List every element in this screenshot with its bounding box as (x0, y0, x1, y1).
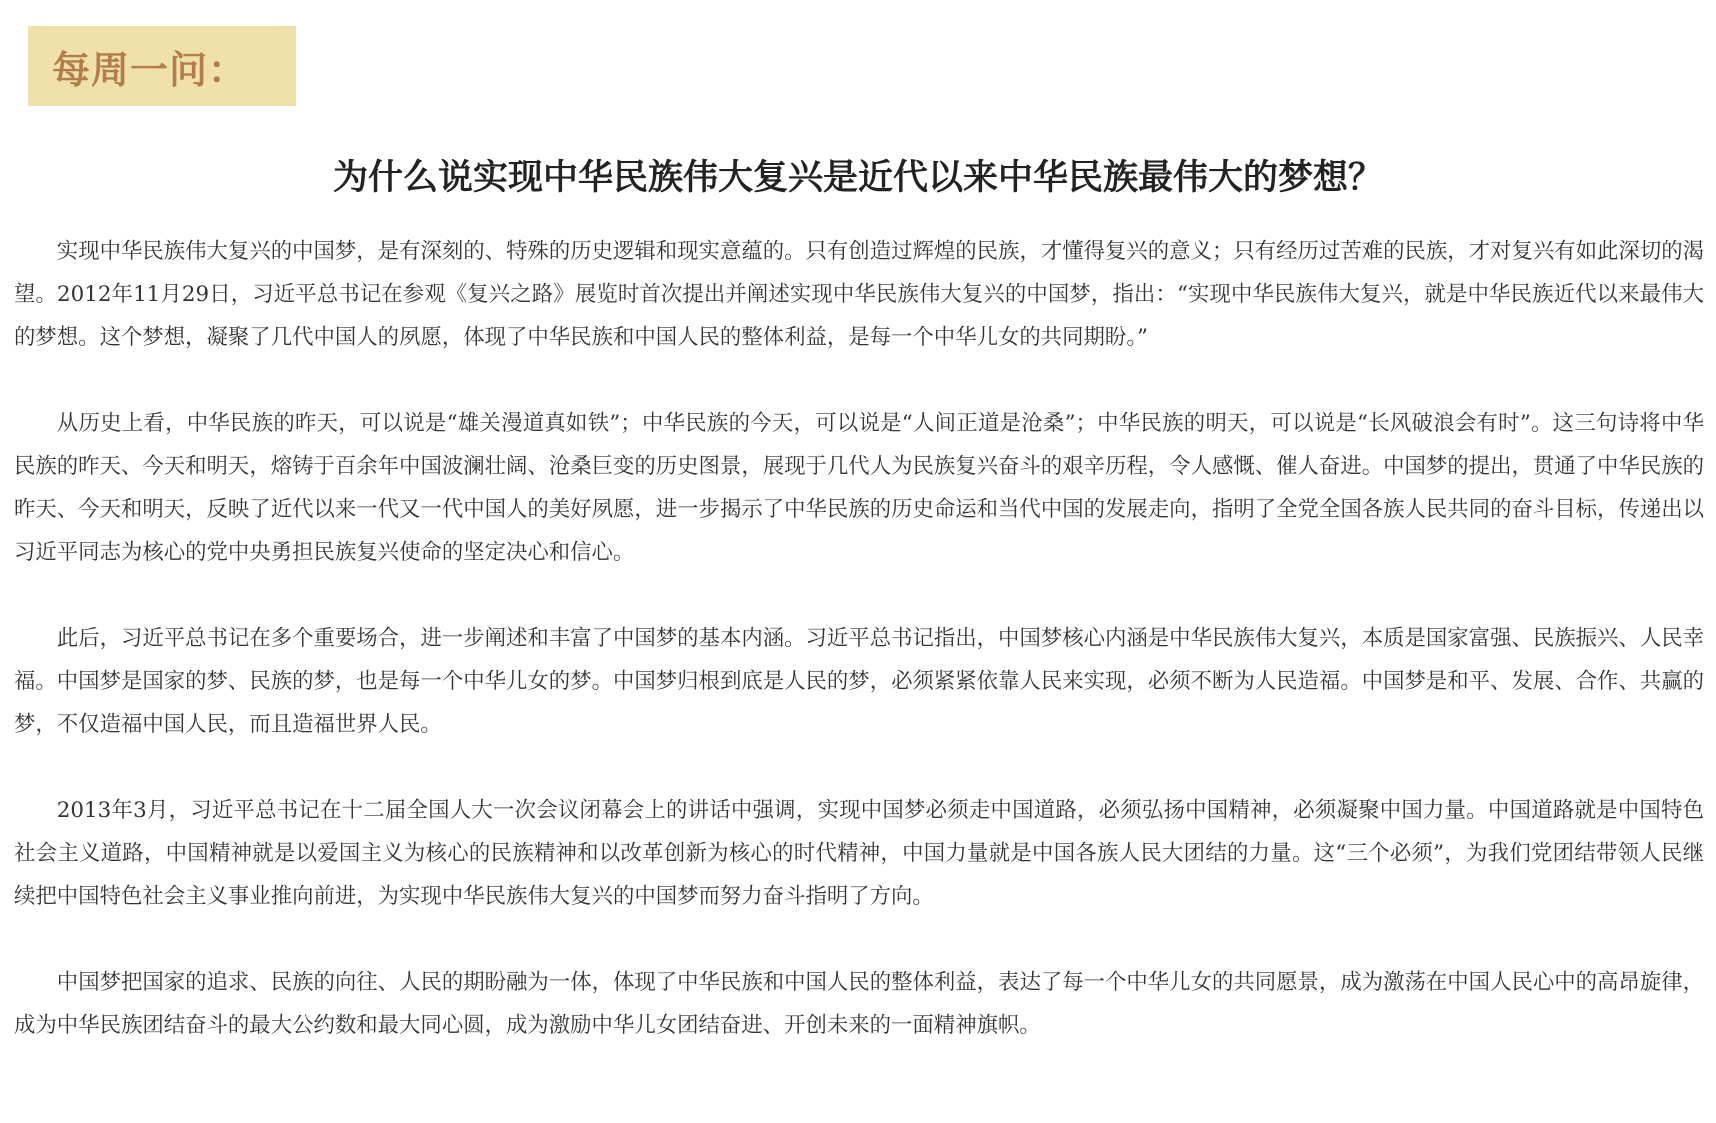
article-title: 为什么说实现中华民族伟大复兴是近代以来中华民族最伟大的梦想？ (332, 158, 1383, 199)
weekly-question-label: 每周一问： (52, 47, 248, 92)
article-paragraph: 此后，习近平总书记在多个重要场合，进一步阐述和丰富了中国梦的基本内涵。习近平总书记指出，中国梦核心内涵是中华民族伟大复兴，本质是国家富强、民族振兴、人民幸福。中国梦是国家的梦、民族的梦，也是每一个中华儿女的梦。中国梦归根到底是人民的梦，必须紧紧依靠人民来实现，必须不断为人民造福。中国梦是和平、发展、合作、共赢的梦，不仅造福中国人民，而且造福世界人民。 (14, 626, 1704, 737)
article-paragraph: 中国梦把国家的追求、民族的向往、人民的期盼融为一体，体现了中华民族和中国人民的整体利益，表达了每一个中华儿女的共同愿景，成为激荡在中国人民心中的高昂旋律，成为中华民族团结奋斗的最大公约数和最大同心圆，成为激励中华儿女团结奋进、开创未来的一面精神旗帜。 (14, 970, 1704, 1038)
article-paragraph: 实现中华民族伟大复兴的中国梦，是有深刻的、特殊的历史逻辑和现实意蕴的。只有创造过辉煌的民族，才懂得复兴的意义；只有经历过苦难的民族，才对复兴有如此深切的渴望。2012年11月29日，习近平总书记在参观《复兴之路》展览时首次提出并阐述实现中华民族伟大复兴的中国梦，指出：“实现中华民族伟大复兴，就是中华民族近代以来最伟大的梦想。这个梦想，凝聚了几代中国人的夙愿，体现了中华民族和中国人民的整体利益，是每一个中华儿女的共同期盼。” (14, 239, 1704, 350)
weekly-question-tag (28, 26, 296, 106)
article-paragraph: 从历史上看，中华民族的昨天，可以说是“雄关漫道真如铁”；中华民族的今天，可以说是“人间正道是沧桑”；中华民族的明天，可以说是“长风破浪会有时”。这三句诗将中华民族的昨天、今天和明天，熔铸于百余年中国波澜壮阔、沧桑巨变的历史图景，展现于几代人为民族复兴奋斗的艰辛历程，令人感慨、催人奋进。中国梦的提出，贯通了中华民族的昨天、今天和明天，反映了近代以来一代又一代中国人的美好夙愿，进一步揭示了中华民族的历史命运和当代中国的发展走向，指明了全党全国各族人民共同的奋斗目标，传递出以习近平同志为核心的党中央勇担民族复兴使命的坚定决心和信心。 (14, 411, 1704, 565)
article-body (14, 230, 1704, 1090)
article-paragraph: 2013年3月，习近平总书记在十二届全国人大一次会议闭幕会上的讲话中强调，实现中国梦必须走中国道路，必须弘扬中国精神，必须凝聚中国力量。中国道路就是中国特色社会主义道路，中国精神就是以爱国主义为核心的民族精神和以改革创新为核心的时代精神，中国力量就是中国各族人民大团结的力量。这“三个必须”，为我们党团结带领人民继续把中国特色社会主义事业推向前进，为实现中华民族伟大复兴的中国梦而努力奋斗指明了方向。 (14, 798, 1704, 909)
